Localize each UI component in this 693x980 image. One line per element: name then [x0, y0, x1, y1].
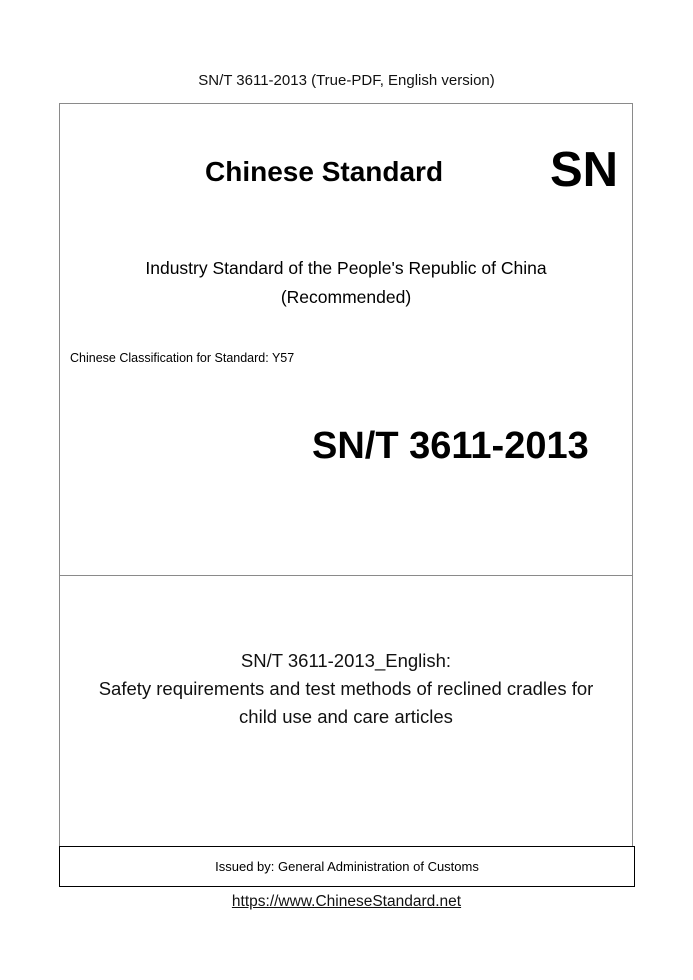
document-title-line-2: Safety requirements and test methods of reclined cradles for	[98, 678, 594, 699]
classification-text: Chinese Classification for Standard: Y57	[70, 351, 295, 365]
website-link[interactable]: https://www.ChineseStandard.net	[231, 893, 462, 910]
standard-mark: SN	[550, 143, 619, 197]
issuer-text: Issued by: General Administration of Customs	[215, 859, 479, 874]
document-title-line-1: SN/T 3611-2013_English:	[240, 650, 452, 671]
document-title-line-3: child use and care articles	[239, 706, 453, 727]
document-header-label: SN/T 3611-2013 (True-PDF, English version)	[198, 72, 495, 89]
org-line-1: Industry Standard of the People's Republic of China	[145, 258, 547, 278]
cover-title: Chinese Standard	[205, 156, 444, 187]
org-line-2: (Recommended)	[280, 287, 412, 307]
issuer-box	[59, 846, 635, 887]
standard-number: SN/T 3611-2013	[312, 425, 589, 467]
